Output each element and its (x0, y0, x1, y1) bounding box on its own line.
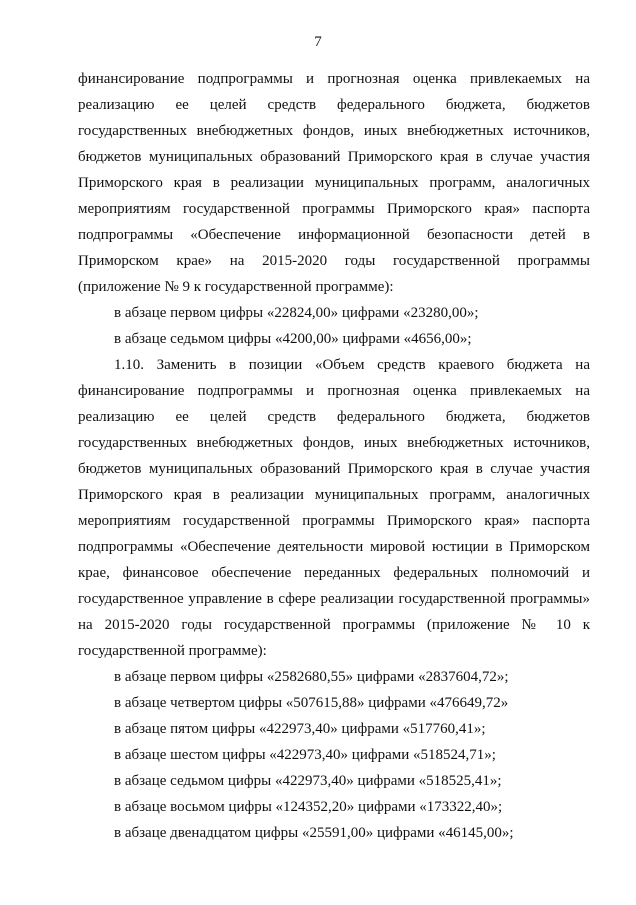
text-line: Приморского края в реализации муниципальных программ, аналогичных (78, 487, 590, 503)
list-item: в абзаце восьмом цифры «124352,20» цифрами «173322,40»; (114, 799, 503, 815)
list-item: в абзаце четвертом цифры «507615,88» цифрами «476649,72» (114, 695, 509, 711)
text-line: реализацию ее целей средств федерального бюджета, бюджетов (78, 97, 590, 113)
list-item: в абзаце двенадцатом цифры «25591,00» цифрами «46145,00»; (114, 825, 514, 841)
text-line: финансирование подпрограммы и прогнозная оценка привлекаемых на (78, 71, 590, 87)
list-item: в абзаце пятом цифры «422973,40» цифрами «517760,41»; (114, 721, 486, 737)
text-line: государственных внебюджетных фондов, иных внебюджетных источников, (78, 435, 590, 451)
page-number: 7 (314, 34, 322, 50)
text-line: финансирование подпрограммы и прогнозная оценка привлекаемых на (78, 383, 590, 399)
paragraph-body (78, 378, 590, 664)
list-item: в абзаце шестом цифры «422973,40» цифрами «518524,71»; (114, 747, 496, 763)
text-line: мероприятиям государственной программы Приморского края» паспорта (78, 201, 590, 217)
list-item: в абзаце первом цифры «2582680,55» цифрами «2837604,72»; (114, 669, 509, 685)
text-line: подпрограммы «Обеспечение информационной безопасности детей в (78, 227, 590, 243)
list-item: в абзаце первом цифры «22824,00» цифрами «23280,00»; (114, 305, 479, 321)
list-item: в абзаце седьмом цифры «422973,40» цифрами «518525,41»; (114, 773, 502, 789)
list-item: в абзаце седьмом цифры «4200,00» цифрами «4656,00»; (114, 331, 472, 347)
text-line: бюджетов муниципальных образований Приморского края в случае участия (78, 149, 590, 165)
text-line: 1.10. Заменить в позиции «Объем средств краевого бюджета на (114, 357, 590, 373)
text-line: государственных внебюджетных фондов, иных внебюджетных источников, (78, 123, 590, 139)
text-line: бюджетов муниципальных образований Приморского края в случае участия (78, 461, 590, 477)
text-line: государственное управление в сфере реализации государственной программы» (78, 591, 590, 607)
text-line: реализацию ее целей средств федерального бюджета, бюджетов (78, 409, 590, 425)
text-line: Приморском крае» на 2015-2020 годы государственной программы (78, 253, 590, 269)
paragraph-heading-line (114, 352, 590, 378)
text-line: Приморского края в реализации муниципальных программ, аналогичных (78, 175, 590, 191)
text-line: крае, финансовое обеспечение переданных федеральных полномочий и (78, 565, 590, 581)
text-line: подпрограммы «Обеспечение деятельности мировой юстиции в Приморском (78, 539, 590, 555)
text-line: государственной программе): (78, 643, 267, 659)
text-line: (приложение № 9 к государственной программе): (78, 279, 394, 295)
text-line: на 2015-2020 годы государственной программы (приложение № 10 к (78, 617, 590, 633)
paragraph-continuation (78, 66, 590, 300)
text-line: мероприятиям государственной программы Приморского края» паспорта (78, 513, 590, 529)
